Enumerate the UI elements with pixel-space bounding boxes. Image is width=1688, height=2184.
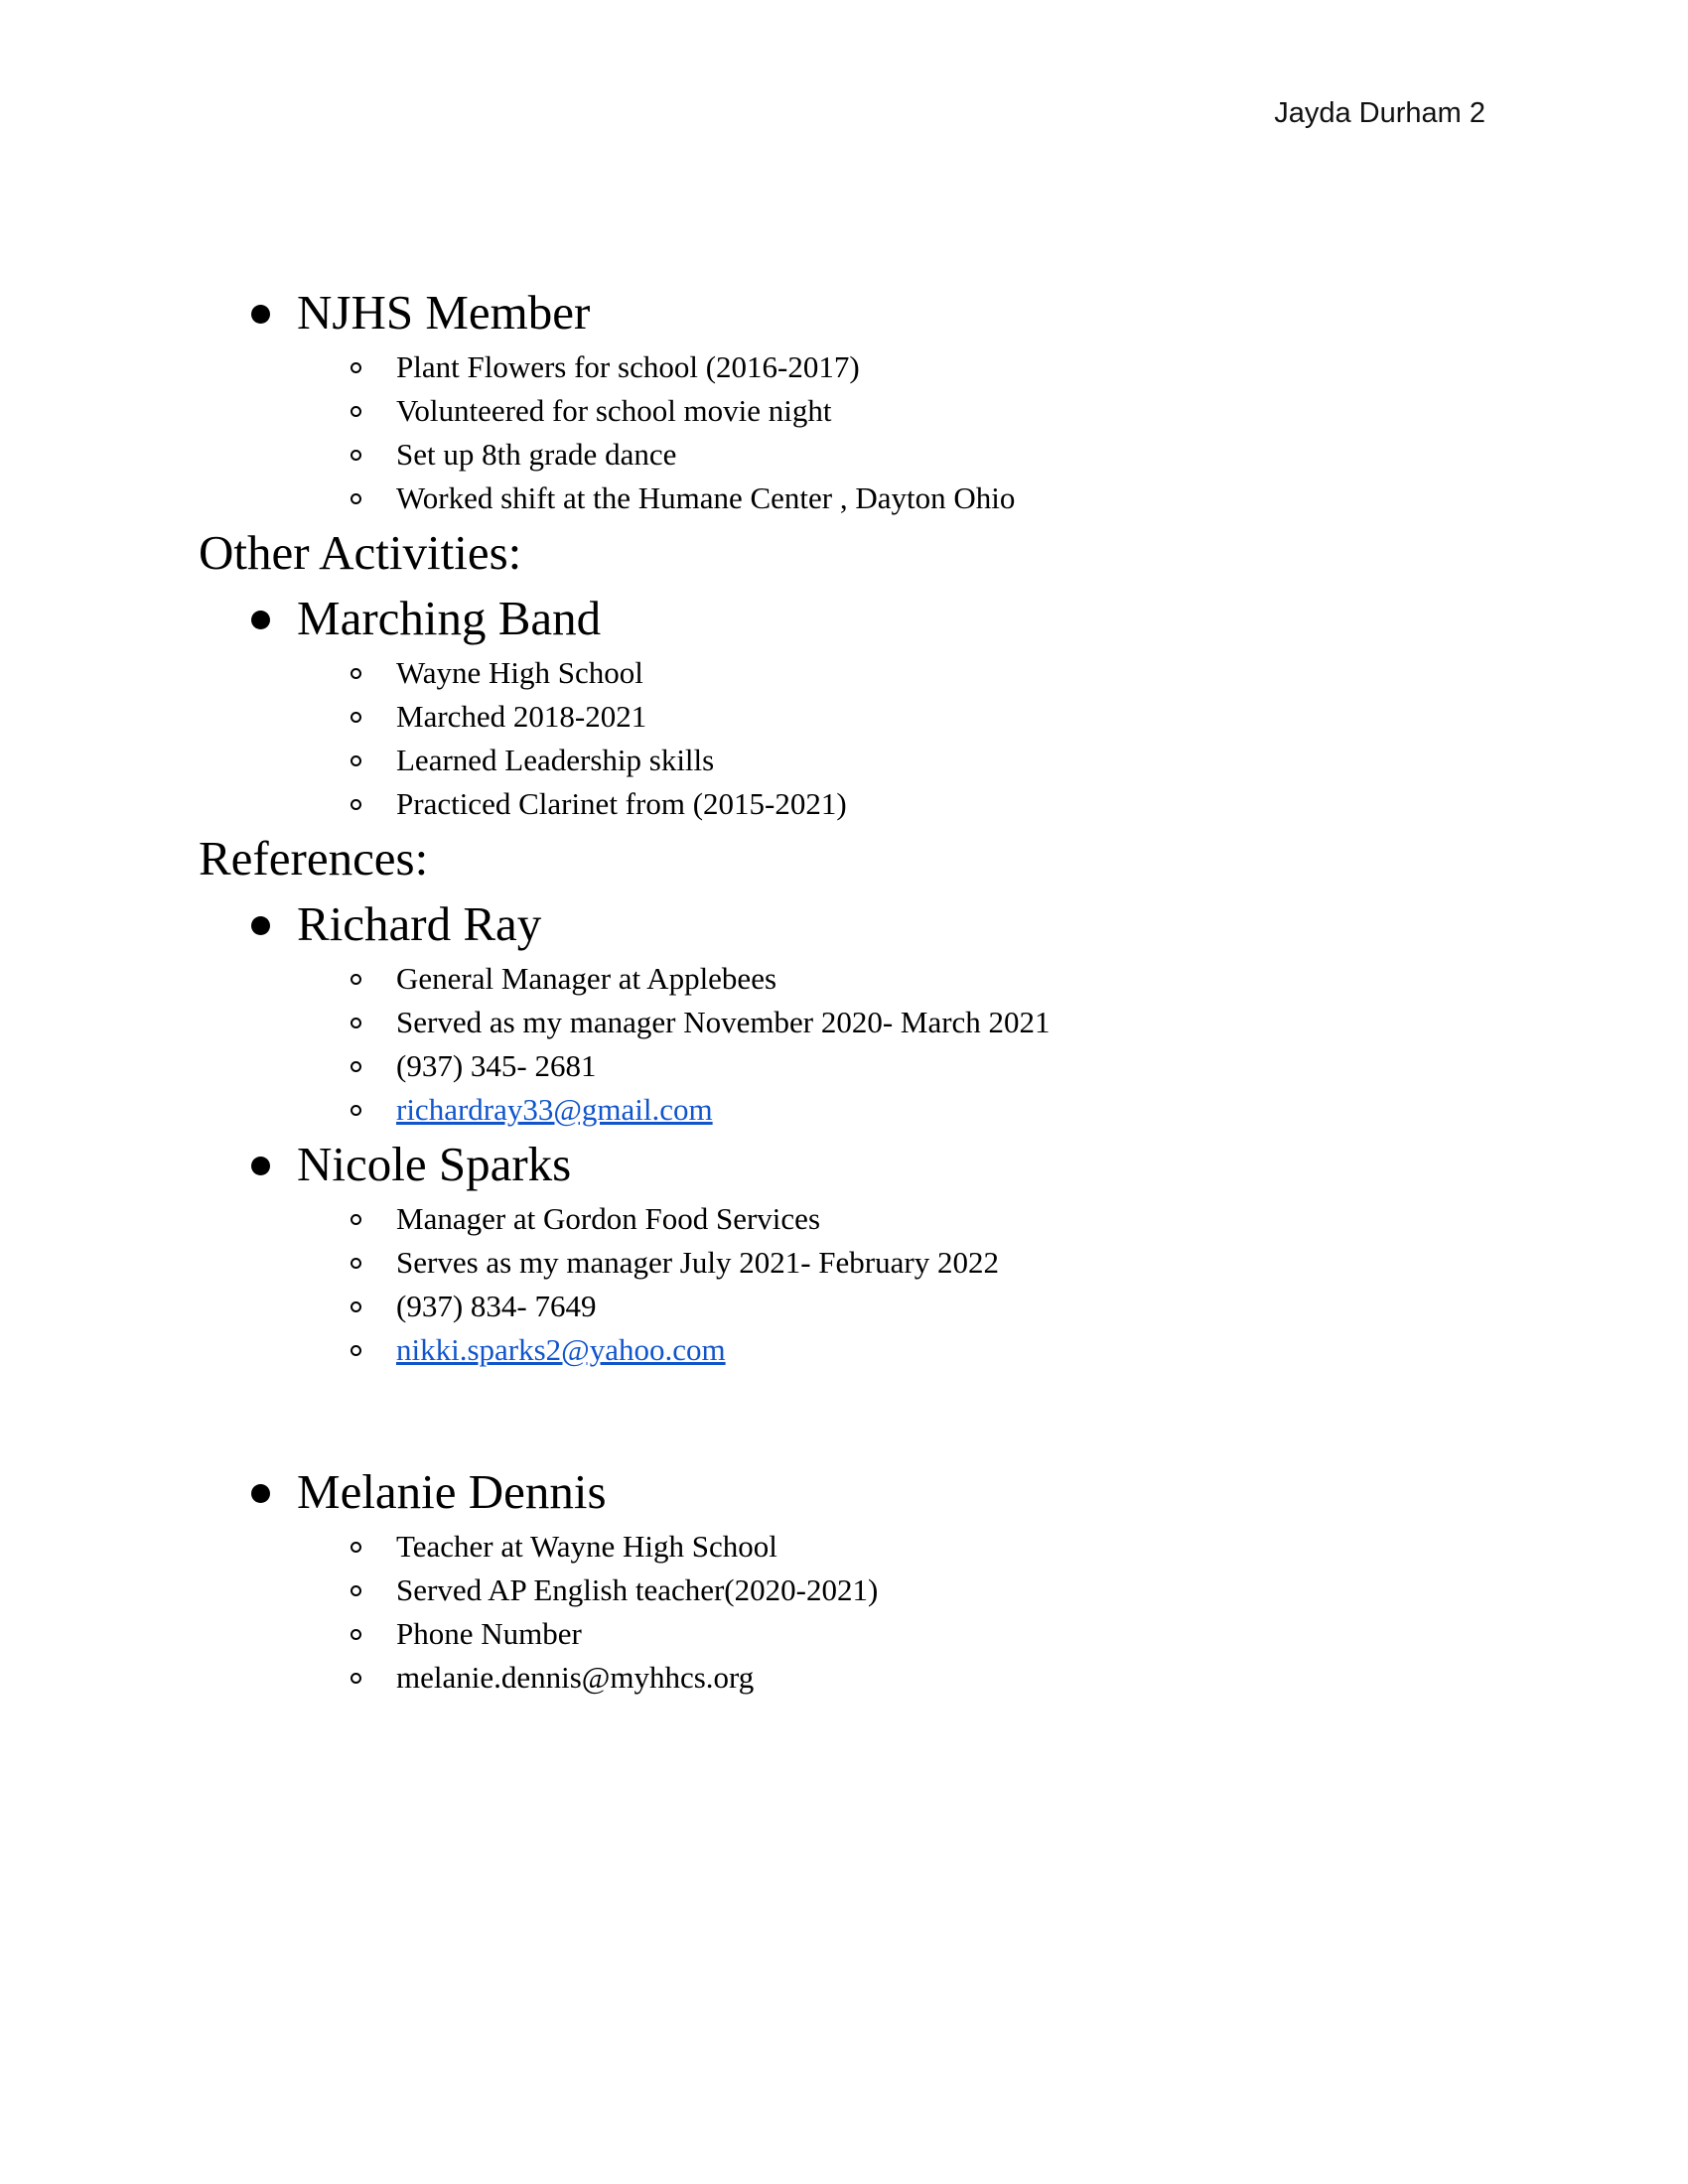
- list-item: Serves as my manager July 2021- February 2022: [396, 1241, 1489, 1285]
- hollow-bullet-icon: [351, 1301, 361, 1312]
- reference-melanie-dennis: [199, 1459, 1489, 1700]
- blank-line: [297, 1372, 1489, 1416]
- list-item: Manager at Gordon Food Services: [396, 1197, 1489, 1241]
- hollow-bullet-icon: [351, 406, 361, 417]
- reference-nicole-sparks: [199, 1132, 1489, 1459]
- list-item: [396, 1088, 1489, 1132]
- filled-bullet-icon: [251, 916, 270, 935]
- reference-details: [297, 1197, 1489, 1372]
- reference-name: Richard Ray: [297, 896, 542, 951]
- references-list: [199, 891, 1489, 1700]
- hollow-bullet-icon: [351, 1542, 361, 1553]
- reference-details: [297, 1525, 1489, 1700]
- list-item: Learned Leadership skills: [396, 739, 1489, 782]
- hollow-bullet-icon: [351, 493, 361, 504]
- email-link[interactable]: richardray33@gmail.com: [396, 1092, 713, 1127]
- list-item: Volunteered for school movie night: [396, 389, 1489, 433]
- hollow-bullet-icon: [351, 799, 361, 810]
- njhs-title: NJHS Member: [297, 285, 591, 340]
- filled-bullet-icon: [251, 1157, 270, 1175]
- blank-line: [297, 1416, 1489, 1459]
- list-item: General Manager at Applebees: [396, 957, 1489, 1001]
- other-activities-heading: Other Activities:: [199, 525, 522, 580]
- reference-name: Nicole Sparks: [297, 1137, 572, 1191]
- list-item: (937) 834- 7649: [396, 1285, 1489, 1328]
- hollow-bullet-icon: [351, 1105, 361, 1116]
- marching-band-title: Marching Band: [297, 591, 602, 645]
- references-heading: References:: [199, 831, 429, 886]
- list-item: (937) 345- 2681: [396, 1044, 1489, 1088]
- hollow-bullet-icon: [351, 974, 361, 985]
- list-item: Phone Number: [396, 1612, 1489, 1656]
- list-item: [396, 1328, 1489, 1372]
- list-item: Practiced Clarinet from (2015-2021): [396, 782, 1489, 826]
- list-item: Plant Flowers for school (2016-2017): [396, 345, 1489, 389]
- hollow-bullet-icon: [351, 1214, 361, 1225]
- hollow-bullet-icon: [351, 668, 361, 679]
- reference-richard-ray: [199, 891, 1489, 1132]
- hollow-bullet-icon: [351, 1258, 361, 1269]
- list-item: Set up 8th grade dance: [396, 433, 1489, 477]
- list-item: Teacher at Wayne High School: [396, 1525, 1489, 1569]
- list-item: melanie.dennis@myhhcs.org: [396, 1656, 1489, 1700]
- hollow-bullet-icon: [351, 1018, 361, 1028]
- list-item: Wayne High School: [396, 651, 1489, 695]
- list-item: Served as my manager November 2020- March 2021: [396, 1001, 1489, 1044]
- filled-bullet-icon: [251, 611, 270, 629]
- list-item: Worked shift at the Humane Center , Dayton Ohio: [396, 477, 1489, 520]
- reference-details: [297, 957, 1489, 1132]
- hollow-bullet-icon: [351, 712, 361, 723]
- email-link[interactable]: nikki.sparks2@yahoo.com: [396, 1332, 726, 1367]
- hollow-bullet-icon: [351, 1673, 361, 1684]
- hollow-bullet-icon: [351, 1629, 361, 1640]
- marching-band-sublist: [297, 651, 1489, 826]
- hollow-bullet-icon: [351, 362, 361, 373]
- hollow-bullet-icon: [351, 1345, 361, 1356]
- hollow-bullet-icon: [351, 1585, 361, 1596]
- list-item: Marched 2018-2021: [396, 695, 1489, 739]
- page-header: Jayda Durham 2: [1274, 97, 1485, 129]
- filled-bullet-icon: [251, 305, 270, 324]
- marching-band-entry: [199, 586, 1489, 826]
- filled-bullet-icon: [251, 1484, 270, 1503]
- njhs-sublist: [297, 345, 1489, 520]
- njhs-entry: [199, 280, 1489, 520]
- list-item: Served AP English teacher(2020-2021): [396, 1569, 1489, 1612]
- reference-name: Melanie Dennis: [297, 1464, 607, 1519]
- hollow-bullet-icon: [351, 755, 361, 766]
- document-body: [199, 280, 1489, 1700]
- hollow-bullet-icon: [351, 450, 361, 461]
- other-activities-list: [199, 586, 1489, 826]
- njhs-list: [199, 280, 1489, 520]
- hollow-bullet-icon: [351, 1061, 361, 1072]
